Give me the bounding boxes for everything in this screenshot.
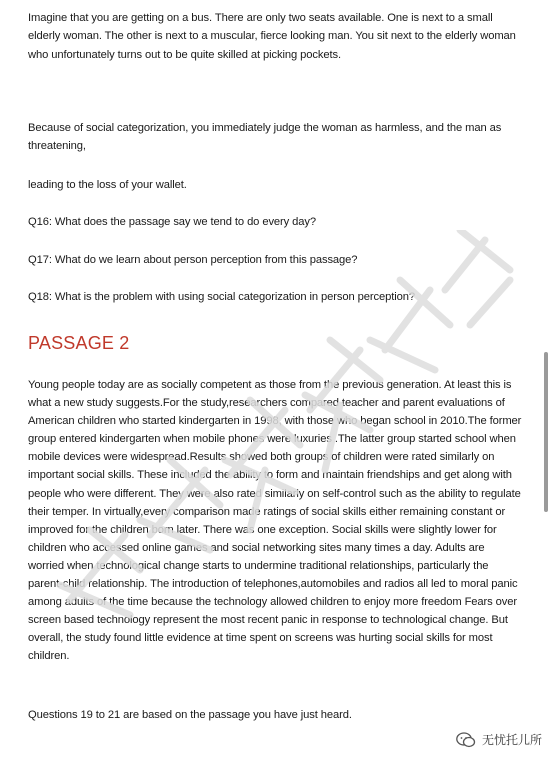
passage2-body: Young people today are as socially competent as those from the previous generation. At least this is what a new study suggests.For the study,researchers compared teacher and parent evaluations of American children who started kindergarten in 1998, with those who began school in 2010.The former group entered kindergarten when mobile phones were luxuries .The latter group started school when mobile devices were widespread.Results showed both groups of children were rated similarly on important social skills. These included the ability to form and maintain friendships and get along with people who were different. They were also rated similarly on self-control such as the ability to regulate their temper. In virtually,every comparison made ratings of social skills either remaining constant or improved for the children born later. There was one exception. Social skills were slightly lower for children who accessed online games and social networking sites many times a day. Adults are worried when technological change starts to undermine traditional relationships, particularly the parent-child relationship. The introduction of telephones,automobiles and radios all led to moral panic among adults of the time because the technology allowed children to enjoy more freedom Fears over screen based technology represent the most recent panic in response to technological change. But overall, the study found little evidence at time spent on screens was hurting social skills for most children.: [28, 379, 522, 663]
passage2-footer: Questions 19 to 21 are based on the passage you have just heard.: [28, 709, 352, 721]
wechat-icon: [456, 732, 476, 748]
watermark-badge: [456, 731, 542, 748]
question-17: Q17: What do we learn about person perception from this passage?: [28, 254, 358, 266]
passage1-paragraph-1: Imagine that you are getting on a bus. There are only two seats available. One is next to a small elderly woman. The other is next to a muscular, fierce looking man. You sit next to the elderly woman who unfortunately turns out to be quite skilled at picking pockets.: [28, 12, 516, 61]
question-16: Q16: What does the passage say we tend to do every day?: [28, 216, 317, 228]
scrollbar[interactable]: [544, 352, 548, 512]
passage1-paragraph-2: Because of social categorization, you immediately judge the woman as harmless, and the man as threatening,: [28, 122, 502, 153]
passage1-paragraph-3: leading to the loss of your wallet.: [28, 179, 187, 191]
watermark-label: 无忧托儿所: [481, 733, 542, 747]
question-18: Q18: What is the problem with using social categorization in person perception?: [28, 291, 415, 303]
passage-2-heading: PASSAGE 2: [28, 333, 130, 353]
